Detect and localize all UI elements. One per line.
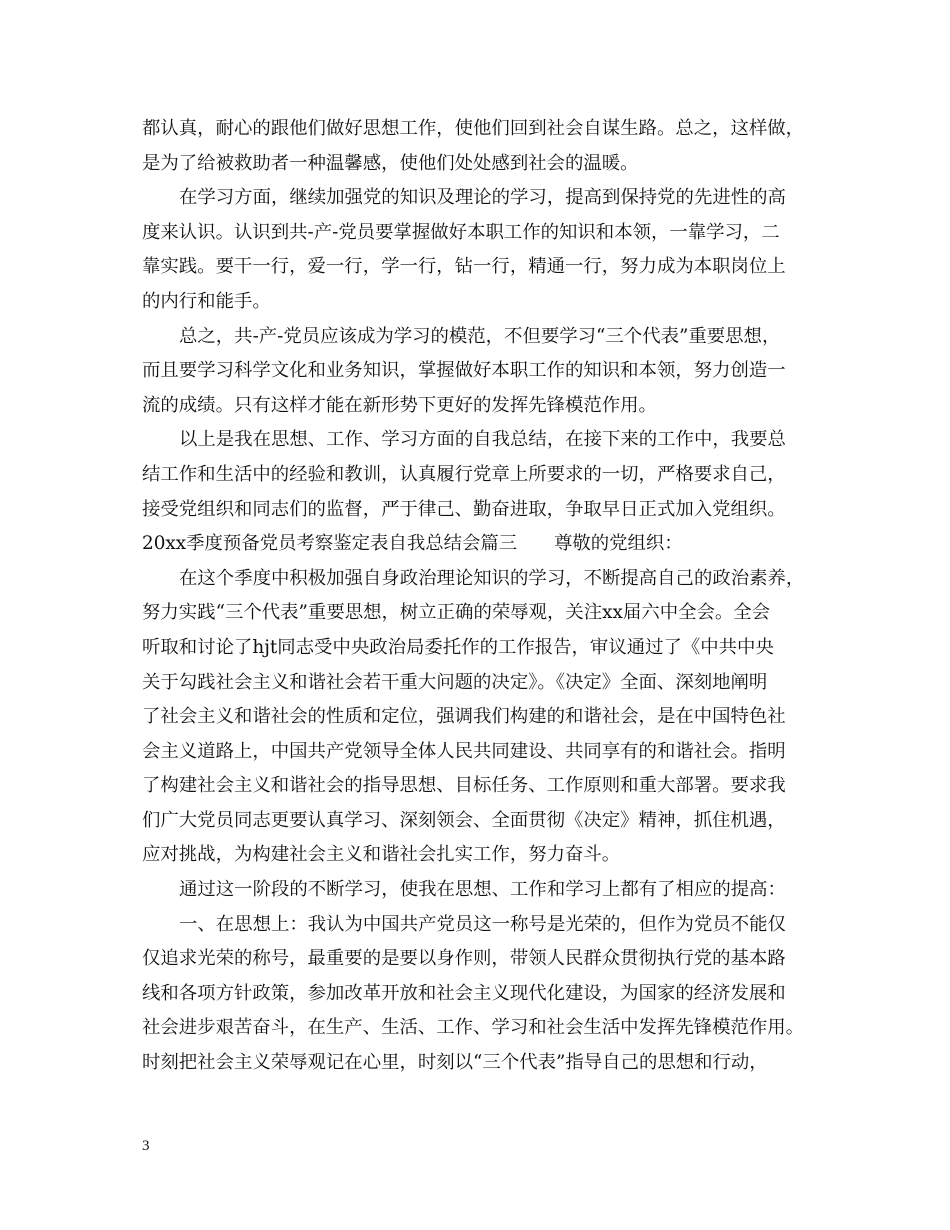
text-line: 接受党组织和同志们的监督，严于律己、勤奋进取，争取早日正式加入党组织。 xyxy=(142,498,786,520)
text-line: 靠实践。要干一行，爱一行，学一行，钻一行，精通一行，努力成为本职岗位上 xyxy=(142,256,786,278)
text-line: 应对挑战，为构建社会主义和谐社会扎实工作，努力奋斗。 xyxy=(142,844,621,866)
text-line: 总之，共-产-党员应该成为学习的模范，不但要学习“三个代表”重要思想， xyxy=(179,325,781,347)
text-line: 流的成绩。只有这样才能在新形势下更好的发挥先锋模范作用。 xyxy=(142,394,657,416)
text-line: 是为了给被救助者一种温馨感，使他们处处感到社会的温暖。 xyxy=(142,152,639,174)
text-line: 努力实践“三个代表”重要思想，树立正确的荣辱观，关注xx届六中全会。全会 xyxy=(142,602,771,624)
text-line: 社会进步艰苦奋斗，在生产、生活、工作、学习和社会生活中发挥先锋模范作用。 xyxy=(142,1017,805,1039)
text-line: 的内行和能手。 xyxy=(142,290,271,312)
text-line: 通过这一阶段的不断学习，使我在思想、工作和学习上都有了相应的提高： xyxy=(179,879,786,901)
text-line: 线和各项方针政策，参加改革开放和社会主义现代化建设，为国家的经济发展和 xyxy=(142,982,786,1004)
text-line: 仅追求光荣的称号，最重要的是要以身作则，带领人民群众贯彻执行党的基本路 xyxy=(142,948,786,970)
text-line: 时刻把社会主义荣辱观记在心里，时刻以“三个代表”指导自己的思想和行动， xyxy=(142,1052,768,1074)
page-number: 3 xyxy=(142,1138,150,1154)
text-line: 都认真，耐心的跟他们做好思想工作，使他们回到社会自谋生路。总之，这样做， xyxy=(142,118,805,139)
text-line: 而且要学习科学文化和业务知识，掌握做好本职工作的知识和本领，努力创造一 xyxy=(142,360,786,382)
text-line: 会主义道路上，中国共产党领导全体人民共同建设、共同享有的和谐社会。指明 xyxy=(142,740,786,762)
text-line: 在学习方面，继续加强党的知识及理论的学习，提高到保持党的先进性的高 xyxy=(179,187,786,209)
text-line: 们广大党员同志更要认真学习、深刻领会、全面贯彻《决定》精神，抓住机遇， xyxy=(142,809,786,831)
text-line: 一、在思想上：我认为中国共产党员这一称号是光荣的，但作为党员不能仅 xyxy=(179,913,786,935)
text-line: 了构建社会主义和谐社会的指导思想、目标任务、工作原则和重大部署。要求我 xyxy=(142,775,786,797)
text-line: 在这个季度中积极加强自身政治理论知识的学习，不断提高自己的政治素养， xyxy=(179,567,805,589)
body-text xyxy=(142,112,822,1081)
text-line: 关于勾践社会主义和谐社会若干重大问题的决定》。《决定》全面、深刻地阐明 xyxy=(142,671,768,693)
text-line: 听取和讨论了hjt同志受中央政治局委托作的工作报告，审议通过了《中共中央 xyxy=(142,636,774,658)
text-line: 了社会主义和谐社会的性质和定位，强调我们构建的和谐社会，是在中国特色社 xyxy=(142,706,786,728)
text-line: 以上是我在思想、工作、学习方面的自我总结，在接下来的工作中，我要总 xyxy=(179,429,786,451)
text-line: 结工作和生活中的经验和教训，认真履行党章上所要求的一切，严格要求自己， xyxy=(142,463,786,485)
text-line: 度来认识。认识到共-产-党员要掌握做好本职工作的知识和本领，一靠学习，二 xyxy=(142,221,780,243)
text-line: 20xx季度预备党员考察鉴定表自我总结会篇三 尊敬的党组织： xyxy=(142,533,683,555)
